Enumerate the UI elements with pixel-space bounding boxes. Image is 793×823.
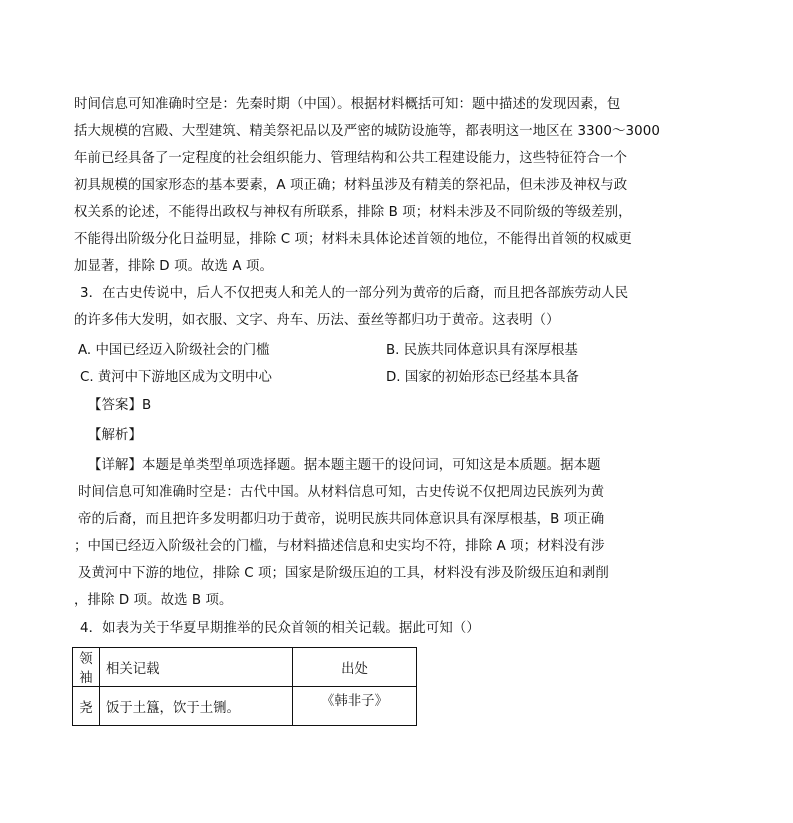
analysis-line: 帝的后裔，而且把许多发明都归功于黄帝，说明民族共同体意识具有深厚根基，B 项正确	[78, 512, 605, 527]
table-header-cell: 领袖	[73, 648, 100, 687]
paragraph-line: 权关系的论述，不能得出政权与神权有所联系，排除 B 项；材料未涉及不同阶级的等级差别，	[74, 205, 632, 220]
question-4-stem: 4．如表为关于华夏早期推举的民众首领的相关记载。据此可知（）	[80, 621, 480, 636]
table-header-cell: 出处	[293, 648, 417, 687]
analysis-line: ；中国已经迈入阶级社会的门槛，与材料描述信息和史实均不符，排除 A 项；材料没有涉	[74, 539, 605, 554]
analysis-line: 时间信息可知准确时空是：古代中国。从材料信息可知，古史传说不仅把周边民族列为黄	[78, 485, 605, 500]
option-a: A. 中国已经迈入阶级社会的门槛	[78, 343, 270, 358]
paragraph-line: 初具规模的国家形态的基本要素，A 项正确；材料虽涉及有精美的祭祀品，但未涉及神权与政	[74, 178, 628, 193]
table-row	[73, 687, 417, 726]
analysis-line: 及黄河中下游的地位，排除 C 项；国家是阶级压迫的工具，材料没有涉及阶级压迫和剥削	[78, 566, 609, 581]
paragraph-line: 不能得出阶级分化日益明显，排除 C 项；材料未具体论述首领的地位，不能得出首领的权威更	[74, 232, 632, 247]
table-cell: 饭于土簋，饮于土铏。	[100, 687, 293, 726]
table-cell: 《韩非子》	[293, 687, 417, 726]
option-c: C. 黄河中下游地区成为文明中心	[80, 370, 272, 385]
paragraph-line: 年前已经具备了一定程度的社会组织能力、管理结构和公共工程建设能力，这些特征符合一个	[74, 151, 628, 166]
question-3-stem: 3．在古史传说中，后人不仅把夷人和羌人的一部分列为黄帝的后裔，而且把各部族劳动人民	[80, 286, 629, 301]
analysis-heading: 【解析】	[88, 428, 142, 443]
answer-label: 【答案】B	[88, 398, 152, 413]
paragraph-line: 加显著，排除 D 项。故选 A 项。	[74, 259, 273, 274]
records-table	[72, 647, 417, 726]
paragraph-line: 时间信息可知准确时空是：先秦时期（中国）。根据材料概括可知：题中描述的发现因素，包	[74, 97, 621, 112]
table-cell: 尧	[73, 687, 100, 726]
option-b: B. 民族共同体意识具有深厚根基	[386, 343, 578, 358]
paragraph-line: 括大规模的宫殿、大型建筑、精美祭祀品以及严密的城防设施等，都表明这一地区在 3300～3000	[74, 124, 660, 139]
table-header-cell: 相关记载	[100, 648, 293, 687]
question-3-stem: 的许多伟大发明，如衣服、文字、舟车、历法、蚕丝等都归功于黄帝。这表明（）	[74, 313, 560, 328]
table-header-row	[73, 648, 417, 687]
analysis-line: 【详解】本题是单类型单项选择题。据本题主题干的设问词，可知这是本质题。据本题	[88, 458, 601, 473]
analysis-line: ，排除 D 项。故选 B 项。	[74, 593, 233, 608]
option-d: D. 国家的初始形态已经基本具备	[386, 370, 579, 385]
